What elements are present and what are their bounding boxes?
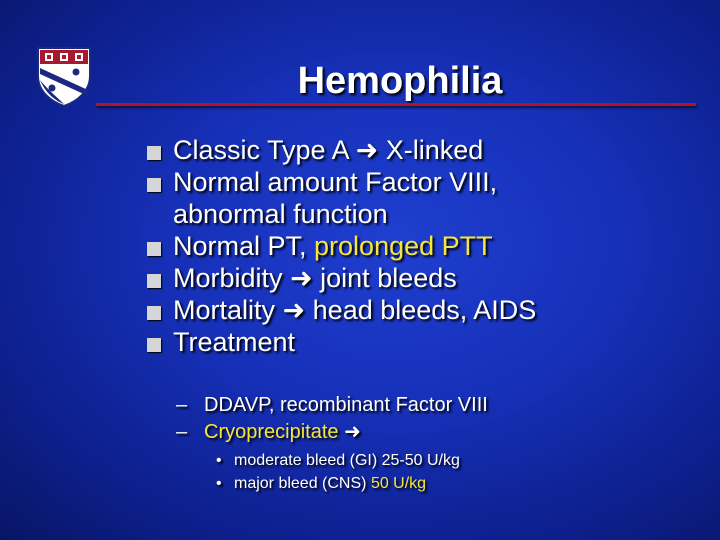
- cryo-dose-list: [216, 449, 460, 495]
- third-bullet-major: • major bleed (CNS) 50 U/kg: [216, 472, 460, 495]
- dot-bullet-icon: •: [216, 475, 222, 492]
- square-bullet-icon: [147, 178, 161, 192]
- bullet-morbidity: Morbidity ➜ joint bleeds: [145, 262, 536, 294]
- dot-bullet-icon: •: [216, 452, 222, 469]
- square-bullet-icon: [147, 242, 161, 256]
- bullet-treatment: Treatment: [145, 326, 536, 358]
- bullet-normal-amount: Normal amount Factor VIII,: [145, 166, 536, 198]
- arrow-icon: ➜: [282, 295, 306, 325]
- main-bullet-list: [145, 134, 536, 358]
- dash-bullet-icon: –: [176, 421, 188, 443]
- sub-bullet-ddavp: – DDAVP, recombinant Factor VIII: [176, 392, 488, 419]
- arrow-icon: ➜: [290, 263, 313, 293]
- bullet-normal-pt: Normal PT, prolonged PTT: [145, 230, 536, 262]
- highlighted-text: 50 U/kg: [370, 475, 427, 492]
- bullet-continuation: abnormal function: [173, 199, 388, 229]
- dash-bullet-icon: –: [176, 394, 188, 416]
- bullet-classic-type-a: Classic Type A ➜ X-linked: [145, 134, 536, 166]
- square-bullet-icon: [147, 146, 161, 160]
- square-bullet-icon: [147, 338, 161, 352]
- title-underline: [96, 103, 696, 106]
- sub-bullet-cryo: – Cryoprecipitate ➜: [176, 419, 488, 446]
- slide-title: Hemophilia: [297, 60, 503, 102]
- square-bullet-icon: [147, 274, 161, 288]
- arrow-icon: ➜: [355, 135, 379, 165]
- arrow-icon: ➜: [344, 421, 361, 443]
- square-bullet-icon: [147, 306, 161, 320]
- bullet-mortality: Mortality ➜ head bleeds, AIDS: [145, 294, 536, 326]
- third-bullet-moderate: • moderate bleed (GI) 25-50 U/kg: [216, 449, 460, 472]
- university-shield-logo: [36, 46, 92, 108]
- treatment-sub-list: [176, 392, 488, 446]
- highlighted-text: prolonged PTT: [314, 231, 493, 261]
